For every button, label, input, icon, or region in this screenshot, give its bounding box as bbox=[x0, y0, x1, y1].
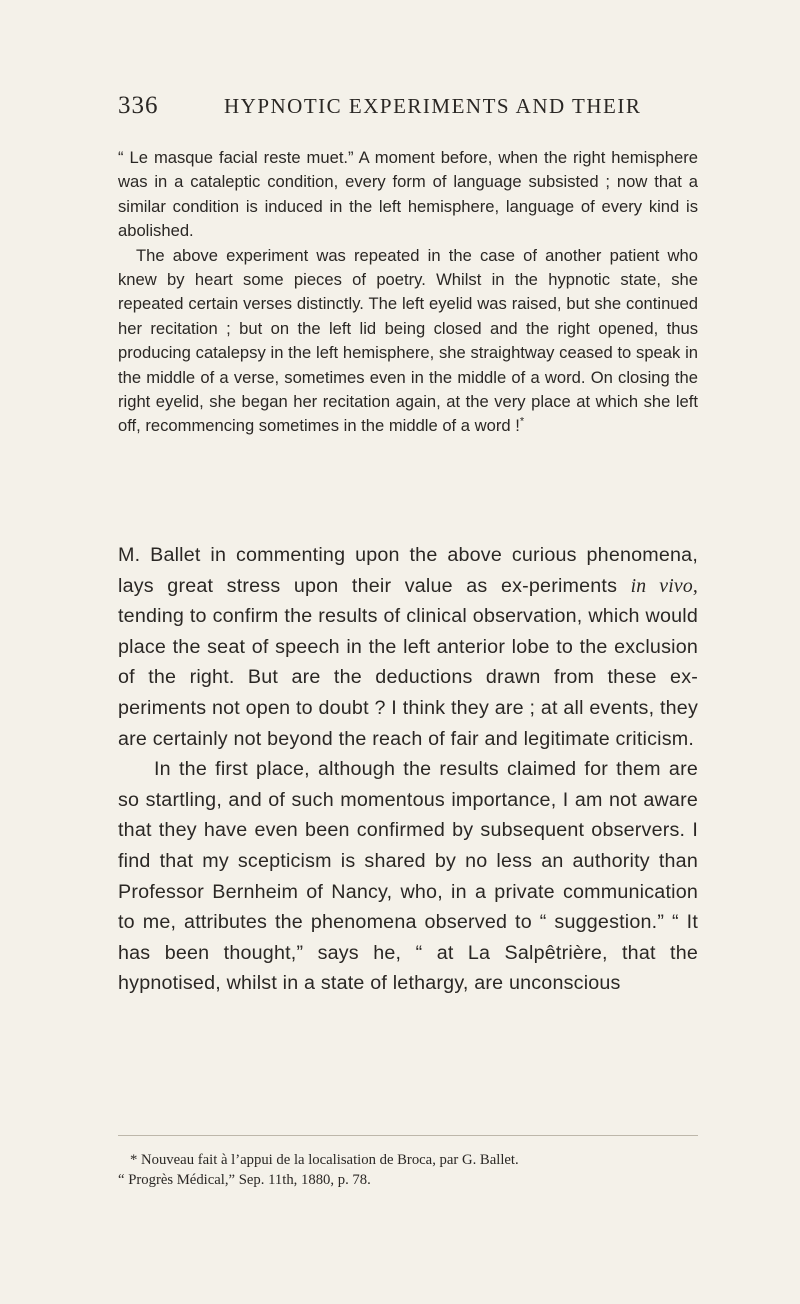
footnote-line: * Nouveau fait à l’appui de la localisation de Broca, par G. Ballet. bbox=[130, 1152, 519, 1168]
italic-phrase: in vivo, bbox=[630, 574, 698, 597]
body-text-segment: tending to confirm the results of clinical observation, which would place the seat of speech in the left anterior lobe to the exclusion of the right. But are the deductions drawn from these ex-periments not open to doubt ? I think they are ; at all events, they are certainly not beyond the reach of fair and legitimate criticism. bbox=[118, 605, 698, 750]
footnote bbox=[118, 1150, 698, 1190]
footnote-marker: * bbox=[519, 415, 525, 428]
footnote-line: “ Progrès Médical,” Sep. 11th, 1880, p. 78. bbox=[118, 1172, 371, 1188]
passage-paragraph-with-footnote bbox=[118, 244, 698, 439]
body-paragraph-ballet bbox=[118, 540, 698, 754]
page-header bbox=[118, 92, 698, 126]
body-text-segment: M. Ballet in commenting upon the above curious phenomena, lays great stress upon their value as ex-periments bbox=[118, 544, 698, 597]
passage-paragraph-text: The above experiment was repeated in the case of another patient who knew by heart some pieces of poetry. Whilst in the hypnotic state, she repeated certain verses distinctly. The left eyelid was raised, but she continued her recitation ; but on the left lid being closed and the right opened, thus producing catalepsy in the left hemisphere, she straightway ceased to speak in the middle of a verse, sometimes even in the middle of a word. On closing the right eyelid, she began her recitation again, at the very place at which she left off, recommencing sometimes in the middle of a word ! bbox=[118, 245, 698, 436]
page-number: 336 bbox=[118, 92, 159, 119]
main-text bbox=[118, 540, 698, 999]
passage-paragraph: “ Le masque facial reste muet.” A moment before, when the right hemisphere was in a cataleptic condition, every form of language subsisted ; now that a similar condition is induced in the left hemisphere, language of every kind is abolished. bbox=[118, 148, 698, 241]
body-paragraph-bernheim: In the first place, although the results claimed for them are so startling, and of such momentous importance, I am not aware that they have even been confirmed by subsequent observers. I find that my scepticism is shared by no less an authority than Professor Bernheim of Nancy, who, in a private communication to me, attributes the phenomena observed to “ suggestion.” “ It has been thought,” says he, “ at La Salpêtrière, that the hypnotised, whilst in a state of lethargy, are unconscious bbox=[118, 758, 698, 995]
running-title: HYPNOTIC EXPERIMENTS AND THEIR bbox=[224, 94, 642, 118]
quoted-passage bbox=[118, 146, 698, 439]
footnote-divider bbox=[118, 1135, 698, 1136]
